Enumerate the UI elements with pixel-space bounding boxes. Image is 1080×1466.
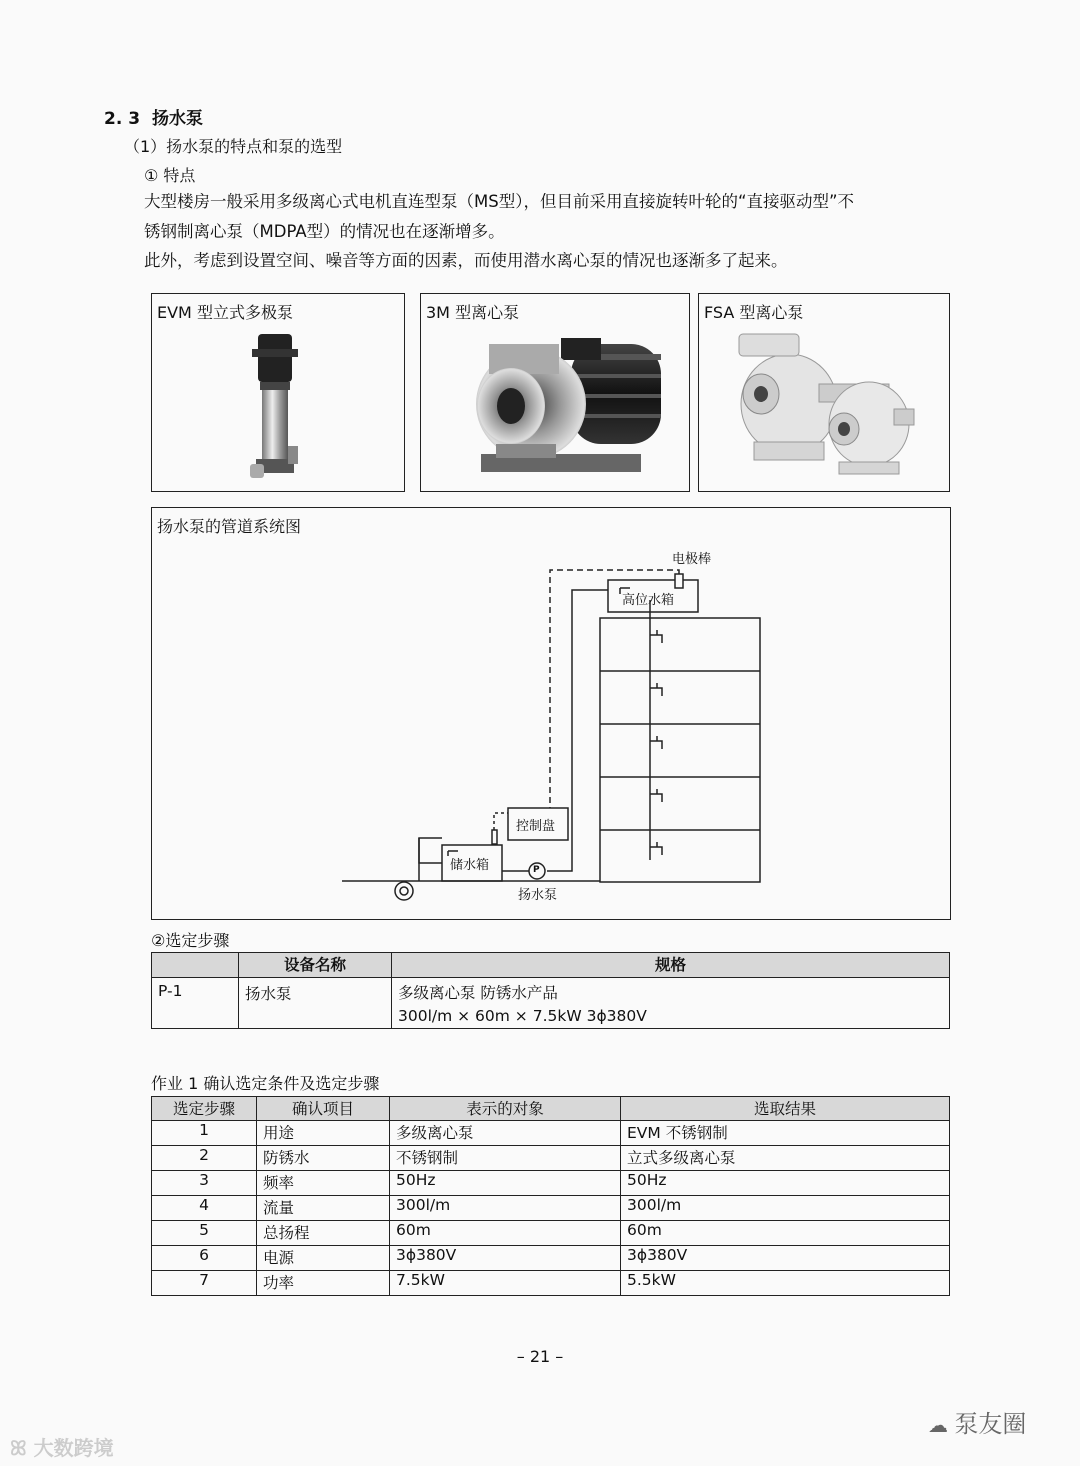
piping-diagram-panel	[151, 507, 951, 920]
fsa-pump-illustration	[699, 294, 951, 493]
building-outline	[600, 618, 760, 882]
section-number: 2. 3	[104, 109, 141, 129]
pump-panel-3m	[420, 293, 690, 492]
spec-name: 扬水泵	[239, 978, 392, 1029]
wechat-icon: ☁	[928, 1413, 955, 1437]
watermark-left-text: 大数跨境	[33, 1436, 114, 1460]
task-object: 300l/m	[390, 1196, 621, 1221]
task-row	[152, 1271, 950, 1296]
spec-header-spec: 规格	[392, 953, 950, 978]
task-table	[151, 1096, 950, 1296]
watermark-right	[928, 1404, 1026, 1439]
task-item: 总扬程	[257, 1221, 390, 1246]
task-row	[152, 1246, 950, 1271]
control-panel-label: 控制盘	[516, 819, 556, 834]
task-step: 1	[152, 1121, 257, 1146]
task-step: 3	[152, 1171, 257, 1196]
task-row	[152, 1146, 950, 1171]
task-row	[152, 1121, 950, 1146]
task-title: 作业 1 确认选定条件及选定步骤	[151, 1074, 380, 1093]
task-step: 6	[152, 1246, 257, 1271]
task-object: 多级离心泵	[390, 1121, 621, 1146]
page-number: – 21 –	[516, 1347, 564, 1366]
storage-tank-label: 储水箱	[450, 858, 490, 873]
task-header-result: 选取结果	[621, 1097, 950, 1121]
task-object: 60m	[390, 1221, 621, 1246]
task-result: 60m	[621, 1221, 950, 1246]
task-step: 5	[152, 1221, 257, 1246]
subsection-heading: （1）扬水泵的特点和泵的选型	[124, 137, 343, 156]
faucets	[650, 630, 662, 855]
storage-electrode	[492, 830, 497, 844]
pump-label-3m: 3M 型离心泵	[426, 303, 520, 322]
electrode-rod	[675, 574, 683, 588]
task-header-step: 选定步骤	[152, 1097, 257, 1121]
task-item: 防锈水	[257, 1146, 390, 1171]
3m-pump-illustration	[421, 294, 691, 493]
task-object: 7.5kW	[390, 1271, 621, 1296]
watermark-left-icon: ꕤ	[10, 1436, 34, 1460]
task-result: 5.5kW	[621, 1271, 950, 1296]
pump-label-fsa: FSA 型离心泵	[704, 303, 804, 322]
task-result: EVM 不锈钢制	[621, 1121, 950, 1146]
task-result: 3ϕ380V	[621, 1246, 950, 1271]
task-object: 50Hz	[390, 1171, 621, 1196]
spec-line-2: 300l/m × 60m × 7.5kW 3ϕ380V	[398, 1007, 647, 1025]
piping-diagram	[152, 508, 952, 921]
spec-header-name: 设备名称	[239, 953, 392, 978]
task-header-object: 表示的对象	[390, 1097, 621, 1121]
pump-label-evm: EVM 型立式多极泵	[157, 303, 293, 322]
task-item: 频率	[257, 1171, 390, 1196]
watermark-right-text: 泵友圈	[954, 1410, 1027, 1438]
section-heading	[104, 104, 203, 129]
diagram-title: 扬水泵的管道系统图	[157, 517, 302, 536]
task-item: 功率	[257, 1271, 390, 1296]
task-item: 流量	[257, 1196, 390, 1221]
task-result: 300l/m	[621, 1196, 950, 1221]
pump-panel-evm	[151, 293, 405, 492]
pump-label: 扬水泵	[518, 888, 558, 903]
task-object: 不锈钢制	[390, 1146, 621, 1171]
high-tank-label: 高位水箱	[622, 593, 675, 608]
paragraph-line-2: 锈钢制离心泵（MDPA型）的情况也在逐渐增多。	[144, 222, 505, 241]
task-step: 4	[152, 1196, 257, 1221]
spec-id: P-1	[152, 978, 239, 1029]
task-item: 电源	[257, 1246, 390, 1271]
task-header-item: 确认项目	[257, 1097, 390, 1121]
evm-pump-illustration	[152, 294, 406, 493]
task-item: 用途	[257, 1121, 390, 1146]
paragraph-line-3: 此外，考虑到设置空间、噪音等方面的因素，而使用潜水离心泵的情况也逐渐多了起来。	[144, 251, 788, 270]
spec-line-1: 多级离心泵 防锈水产品	[398, 984, 558, 1002]
section-title: 扬水泵	[152, 109, 203, 129]
task-object: 3ϕ380V	[390, 1246, 621, 1271]
electrode-label: 电极棒	[672, 552, 712, 567]
pump-symbol-label: P	[533, 865, 540, 875]
task-result: 立式多级离心泵	[621, 1146, 950, 1171]
spec-table	[151, 952, 950, 1029]
task-row	[152, 1196, 950, 1221]
features-heading: ① 特点	[144, 166, 196, 185]
task-row	[152, 1221, 950, 1246]
task-step: 7	[152, 1271, 257, 1296]
spec-header-id	[152, 953, 239, 978]
task-result: 50Hz	[621, 1171, 950, 1196]
task-step: 2	[152, 1146, 257, 1171]
selection-heading: ②选定步骤	[151, 931, 230, 950]
pump-panel-fsa	[698, 293, 950, 492]
watermark-left	[10, 1432, 114, 1461]
spec-value	[392, 978, 950, 1029]
paragraph-line-1: 大型楼房一般采用多级离心式电机直连型泵（MS型），但目前采用直接旋转叶轮的“直接驱动型”不	[144, 192, 855, 211]
spec-row	[152, 978, 950, 1029]
task-row	[152, 1171, 950, 1196]
